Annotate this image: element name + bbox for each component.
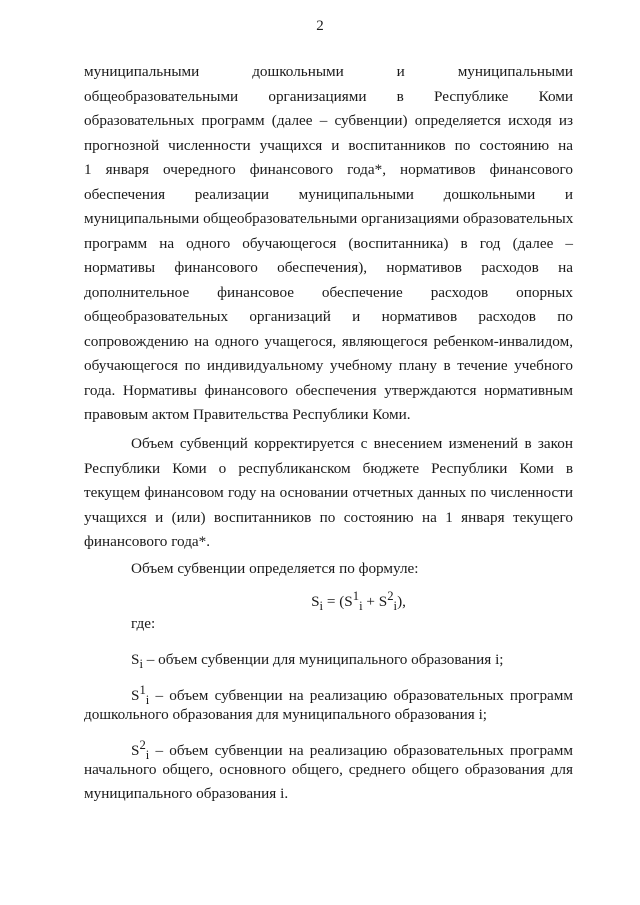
page-number: 2 [316,18,324,34]
subvention-formula: $S_i = (S^1_i + S^2_i)$, [311,588,406,613]
text-line: муниципальными общеобразовательными организациями образовательных [84,210,574,227]
text-line: учащихся и (или) воспитанников по состоянию на 1 января текущего [84,508,573,526]
text-line: нормативы финансового обеспечения), нормативов расходов на [84,259,573,276]
paragraph-subvention-basis [84,60,573,428]
text-line: муниципальными дошкольными и муниципальными [84,63,573,80]
text-line: Республики Коми о республиканском бюджете Республики Коми в [84,459,573,477]
text-line: года. Нормативы финансового обеспечения утверждаются нормативным [84,381,573,399]
text-line: обучающегося по индивидуальному учебному плану в течение учебного [84,357,573,374]
text-line: текущем финансовом году на основании отчетных данных по численности [84,484,573,501]
definition-s2i: $S^2_i$ – объем субвенции на реализацию образовательных программ [131,738,573,763]
where-label: где: [131,615,156,632]
text-line: общеобразовательных организаций и нормативов расходов по [84,308,573,325]
text-line: дополнительное финансовое обеспечение расходов опорных [84,283,573,301]
text-line: финансового года*. [84,533,211,550]
paragraph-subvention-correction [84,432,573,555]
formula-section [84,557,573,613]
text-line: дошкольного образования для муниципального образования i; [84,705,488,723]
text-line: 1 января очередного финансового года*, нормативов финансового [84,161,573,178]
text-line: сопровождению на одного учащегося, являющегося ребенком-инвалидом, [84,332,573,350]
text-line: прогнозной численности учащихся и воспитанников по состоянию на [84,136,573,154]
text-line: правовым актом Правительства Республики Коми. [84,406,411,423]
text-line: программ на одного обучающегося (воспитанника) в год (далее – [84,234,573,252]
text-line: муниципального образования i. [84,785,289,802]
text-line: общеобразовательными организациями в Республике Коми [84,87,573,105]
text-line: образовательных программ (далее – субвенции) определяется исходя из [84,112,573,129]
text-line: начального общего, основного общего, среднего общего образования для [84,760,573,778]
definition-s1i: $S^1_i$ – объем субвенции на реализацию образовательных программ [131,683,573,708]
text-line: обеспечения реализации муниципальными дошкольными и [84,185,573,203]
definitions [84,612,573,807]
definition-si: $S_i$ – объем субвенции для муниципального образования i; [131,650,504,671]
text-line: Объем субвенций корректируется с внесением изменений в закон [131,435,573,452]
formula-intro: Объем субвенции определяется по формуле: [131,560,419,577]
